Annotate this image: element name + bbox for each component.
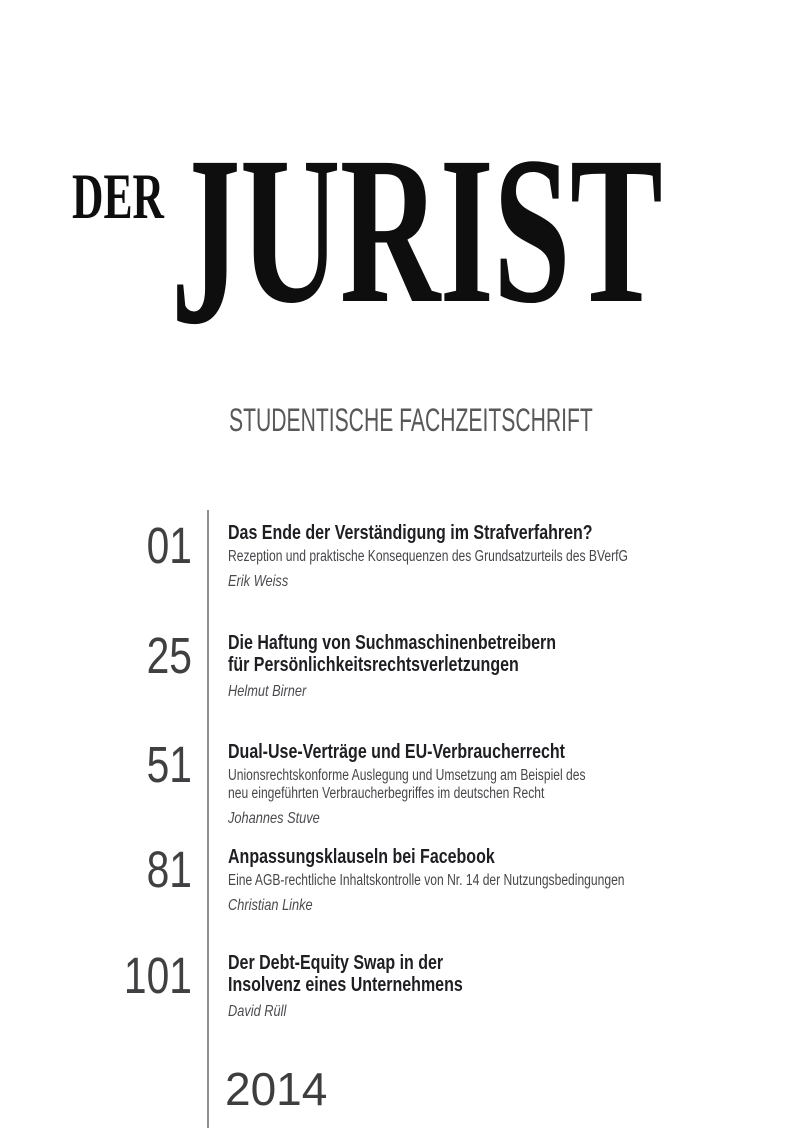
article-title-line: Anpassungsklauseln bei Facebook (228, 846, 495, 868)
article-title-line: Die Haftung von Suchmaschinenbetreibern (228, 632, 557, 654)
article-author: Erik Weiss (228, 573, 289, 590)
magazine-subtitle: STUDENTISCHE FACHZEITSCHRIFT (229, 402, 593, 438)
article-author: Christian Linke (228, 897, 313, 914)
toc-entry-text (228, 952, 788, 1022)
magazine-title-rest: URIST (239, 113, 663, 347)
article-subtitle-line: Unionsrechtskonforme Auslegung und Umsetzung am Beispiel des (228, 767, 586, 784)
article-title-line: Das Ende der Verständigung im Strafverfahren? (228, 522, 593, 544)
article-subtitle-line: neu eingeführten Verbraucherbegriffes im deutschen Recht (228, 785, 545, 802)
article-title-line: Der Debt-Equity Swap in der (228, 952, 444, 974)
article-author: Johannes Stuve (228, 810, 320, 827)
magazine-title-initial: J (171, 105, 240, 375)
page-number: 51 (146, 736, 192, 793)
article-title-line: Dual-Use-Verträge und EU-Verbraucherrecht (228, 741, 565, 763)
magazine-title (171, 105, 663, 375)
article-author: Helmut Birner (228, 683, 307, 700)
page-number: 101 (123, 947, 192, 1004)
article-author: David Rüll (228, 1003, 287, 1020)
page-number: 01 (146, 517, 192, 574)
toc-divider-line (207, 510, 209, 1128)
page-number: 81 (146, 841, 192, 898)
toc-entry-text (228, 632, 788, 702)
article-subtitle-line: Eine AGB-rechtliche Inhaltskontrolle von Nr. 14 der Nutzungsbedingungen (228, 872, 625, 889)
page-number: 25 (146, 627, 192, 684)
toc-entry-text (228, 846, 788, 916)
magazine-kicker: DER (72, 161, 164, 233)
issue-year: 2014 (225, 1063, 328, 1115)
toc-entry-text (228, 741, 788, 829)
article-subtitle-line: Rezeption und praktische Konsequenzen des Grundsatzurteils des BVerfG (228, 548, 628, 565)
article-title-line: für Persönlichkeitsrechtsverletzungen (228, 654, 519, 676)
article-title-line: Insolvenz eines Unternehmens (228, 974, 463, 996)
toc-entry-text (228, 522, 788, 592)
